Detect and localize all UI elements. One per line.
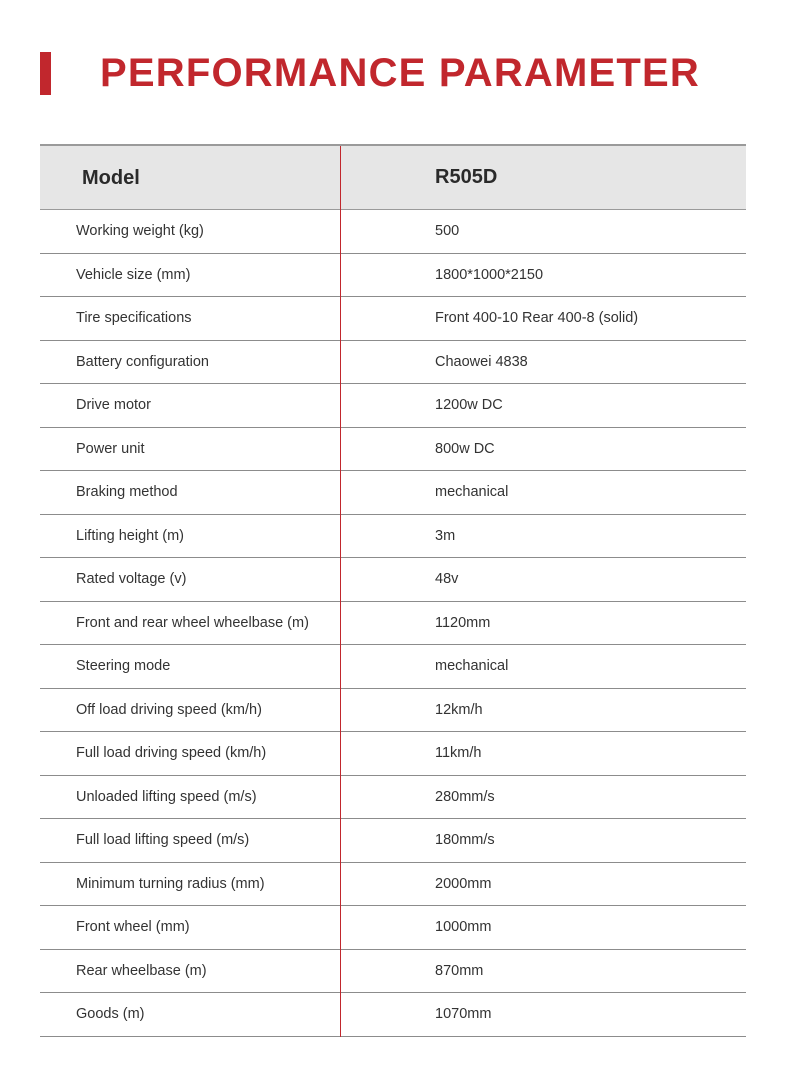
page-title: PERFORMANCE PARAMETER [100,51,701,95]
header-model-label: Model [82,167,140,189]
row-label: Vehicle size (mm) [76,266,191,283]
row-label: Minimum turning radius (mm) [76,875,265,892]
row-value: 3m [435,527,456,544]
row-value: 12km/h [435,701,483,718]
row-value: mechanical [435,484,509,501]
table-row [40,689,746,733]
row-value: Front 400-10 Rear 400-8 (solid) [435,310,639,327]
table-body [40,210,746,1037]
row-label: Rated voltage (v) [76,571,187,588]
row-label: Front and rear wheel wheelbase (m) [76,614,309,631]
title-accent-bar [40,52,51,95]
row-value: 1800*1000*2150 [435,266,544,283]
table-row [40,776,746,820]
row-value: 1070mm [435,1006,492,1023]
row-label: Full load lifting speed (m/s) [76,832,250,849]
table-row [40,210,746,254]
row-label: Goods (m) [76,1006,145,1023]
table-row [40,297,746,341]
table-row [40,950,746,994]
table-row [40,645,746,689]
table-row [40,732,746,776]
row-label: Rear wheelbase (m) [76,962,207,979]
row-value: Chaowei 4838 [435,353,528,370]
table-row [40,254,746,298]
row-label: Working weight (kg) [76,223,204,240]
table-header-row [40,146,746,210]
row-label: Off load driving speed (km/h) [76,701,262,718]
row-value: 870mm [435,962,484,979]
row-label: Steering mode [76,658,171,675]
spec-table [40,144,746,1037]
row-label: Full load driving speed (km/h) [76,745,267,762]
row-value: 1200w DC [435,397,503,414]
row-label: Power unit [76,440,145,457]
row-value: 180mm/s [435,832,495,849]
table-row [40,515,746,559]
row-label: Unloaded lifting speed (m/s) [76,788,257,805]
row-value: 500 [435,223,460,240]
header-model-value: R505D [435,166,498,188]
table-row [40,906,746,950]
row-value: 1120mm [435,614,491,631]
table-row [40,602,746,646]
row-label: Lifting height (m) [76,527,184,544]
row-label: Tire specifications [76,310,192,327]
row-value: 800w DC [435,440,495,457]
row-label: Battery configuration [76,353,209,370]
table-row [40,341,746,385]
row-value: 1000mm [435,919,492,936]
table-row [40,471,746,515]
table-row [40,819,746,863]
table-row [40,384,746,428]
row-value: 11km/h [435,745,482,762]
table-row [40,993,746,1037]
row-value: mechanical [435,658,509,675]
row-label: Braking method [76,484,178,501]
table-row [40,558,746,602]
row-label: Front wheel (mm) [76,919,190,936]
row-value: 2000mm [435,875,492,892]
row-label: Drive motor [76,397,151,414]
row-value: 48v [435,571,459,588]
row-value: 280mm/s [435,788,495,805]
table-row [40,863,746,907]
column-divider [340,146,341,1037]
table-row [40,428,746,472]
